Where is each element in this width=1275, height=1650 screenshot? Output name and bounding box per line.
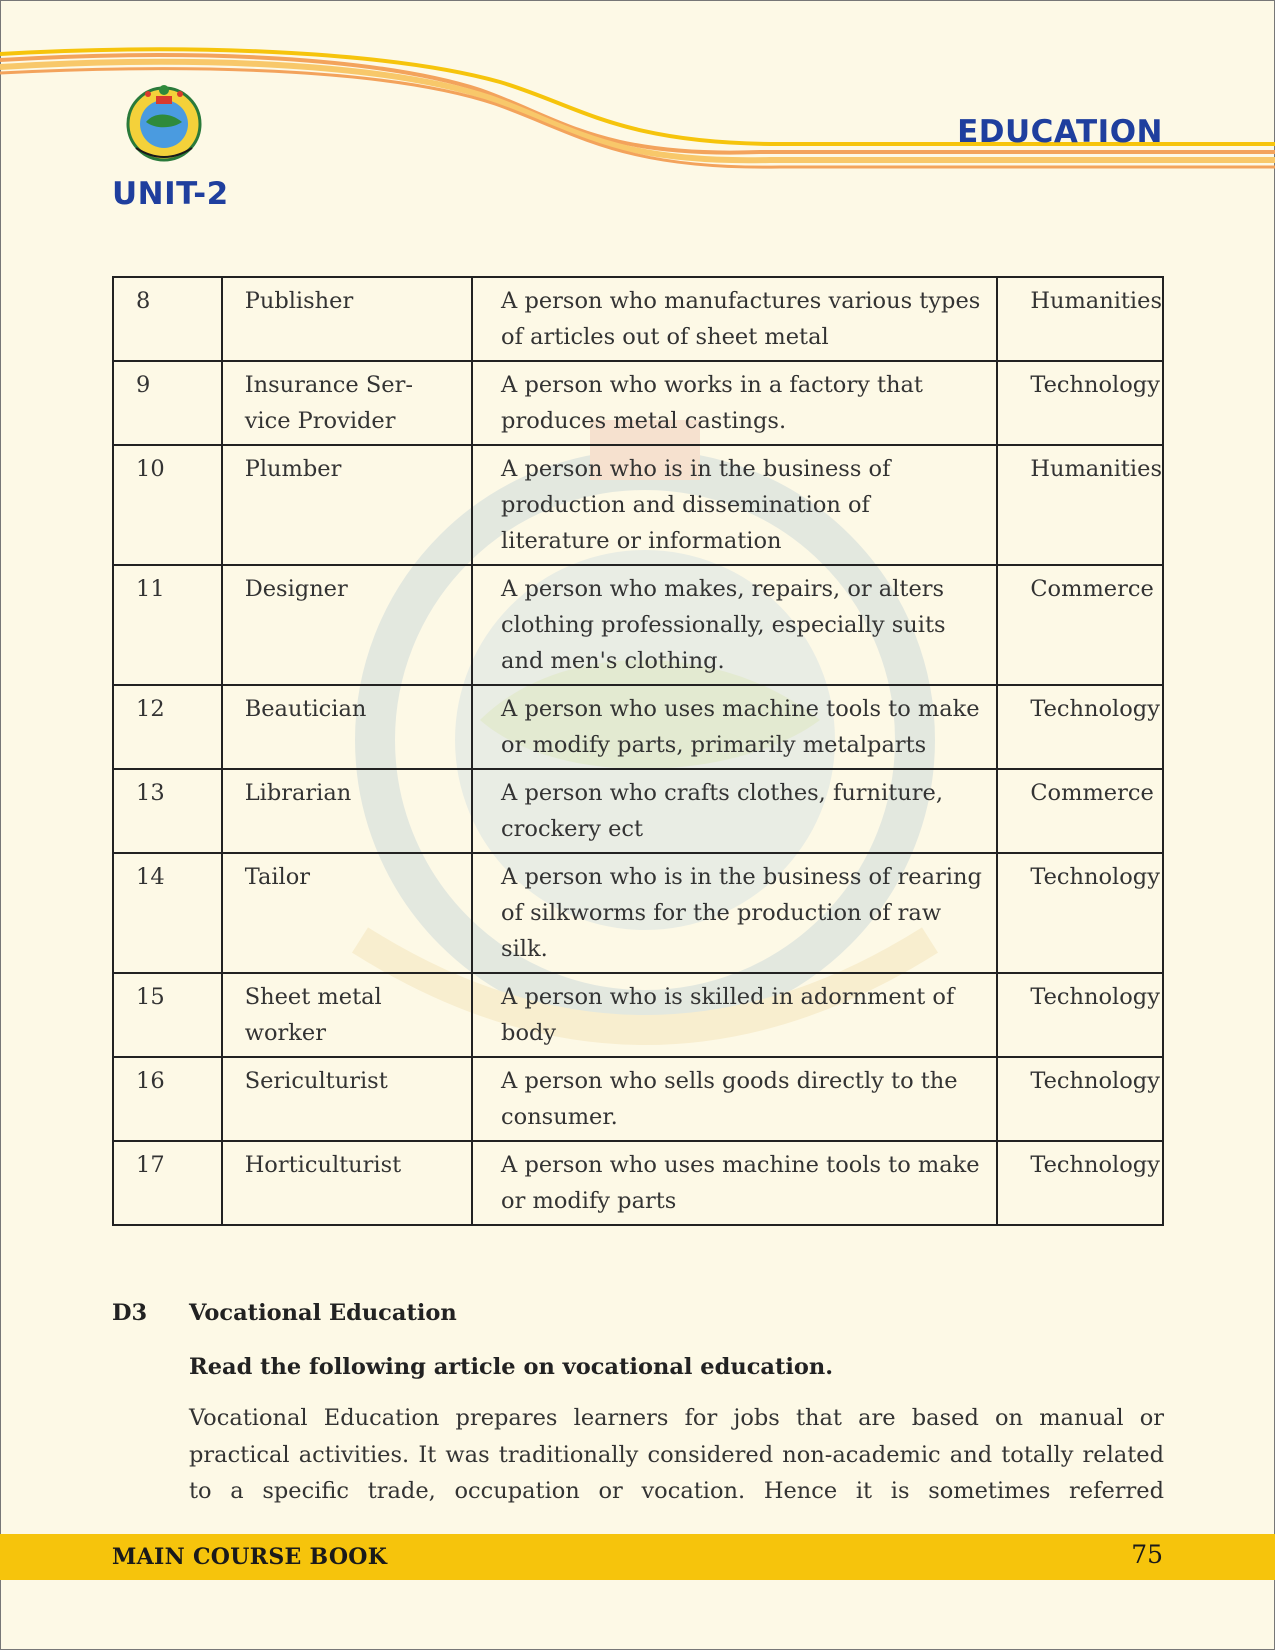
- footer-book-title: MAIN COURSE BOOK: [112, 1544, 388, 1570]
- table-row: [113, 685, 1163, 769]
- row-number: 16: [113, 1057, 222, 1141]
- table-row: [113, 1141, 1163, 1225]
- job-description: A person who is in the business of rearing of silkworms for the production of raw silk.: [472, 853, 997, 973]
- job-title: Plumber: [222, 445, 472, 565]
- section-heading-title: Vocational Education: [189, 1300, 457, 1326]
- stream: Technology: [997, 685, 1163, 769]
- careers-table: [112, 276, 1164, 1226]
- job-description: A person who makes, repairs, or alters clothing professionally, especially suits and men's clothing.: [472, 565, 997, 685]
- table-row: [113, 565, 1163, 685]
- row-number: 10: [113, 445, 222, 565]
- section-number: D3: [112, 1300, 148, 1326]
- table-row: [113, 445, 1163, 565]
- table-row: [113, 277, 1163, 361]
- job-description: A person who is in the business of production and dissemination of literature or information: [472, 445, 997, 565]
- job-title: Horticulturist: [222, 1141, 472, 1225]
- cbse-logo: [118, 78, 210, 178]
- row-number: 15: [113, 973, 222, 1057]
- row-number: 9: [113, 361, 222, 445]
- row-number: 17: [113, 1141, 222, 1225]
- job-title: Beautician: [222, 685, 472, 769]
- job-title: Designer: [222, 565, 472, 685]
- job-description: A person who is skilled in adornment of body: [472, 973, 997, 1057]
- section-title: EDUCATION: [957, 114, 1163, 150]
- row-number: 13: [113, 769, 222, 853]
- job-title: Publisher: [222, 277, 472, 361]
- stream: Technology: [997, 973, 1163, 1057]
- page-number: 75: [1131, 1540, 1163, 1569]
- job-description: A person who uses machine tools to make or modify parts: [472, 1141, 997, 1225]
- stream: Technology: [997, 1057, 1163, 1141]
- job-title: Tailor: [222, 853, 472, 973]
- article-paragraph: Vocational Education prepares learners for jobs that are based on manual or practical activities. It was traditionally considered non-academic and totally related to a specific trade, occupation or vocation. Hence it is sometimes referred: [189, 1405, 1164, 1504]
- stream: Humanities: [997, 277, 1163, 361]
- job-description: A person who uses machine tools to make or modify parts, primarily metalparts: [472, 685, 997, 769]
- job-description: A person who crafts clothes, furniture, crockery ect: [472, 769, 997, 853]
- table-row: [113, 1057, 1163, 1141]
- row-number: 14: [113, 853, 222, 973]
- table-row: [113, 973, 1163, 1057]
- job-title: Sheet metal worker: [222, 973, 472, 1057]
- stream: Commerce: [997, 769, 1163, 853]
- job-title: Insurance Ser- vice Provider: [222, 361, 472, 445]
- job-title: Sericulturist: [222, 1057, 472, 1141]
- table-row: [113, 361, 1163, 445]
- stream: Technology: [997, 1141, 1163, 1225]
- stream: Humanities: [997, 445, 1163, 565]
- instruction-text: Read the following article on vocational education.: [189, 1354, 834, 1380]
- unit-title: UNIT-2: [112, 176, 229, 212]
- job-description: A person who works in a factory that produces metal castings.: [472, 361, 997, 445]
- job-description: A person who sells goods directly to the consumer.: [472, 1057, 997, 1141]
- row-number: 12: [113, 685, 222, 769]
- job-title: Librarian: [222, 769, 472, 853]
- stream: Technology: [997, 853, 1163, 973]
- row-number: 8: [113, 277, 222, 361]
- row-number: 11: [113, 565, 222, 685]
- stream: Commerce: [997, 565, 1163, 685]
- table-row: [113, 769, 1163, 853]
- stream: Technology: [997, 361, 1163, 445]
- table-row: [113, 853, 1163, 973]
- job-description: A person who manufactures various types of articles out of sheet metal: [472, 277, 997, 361]
